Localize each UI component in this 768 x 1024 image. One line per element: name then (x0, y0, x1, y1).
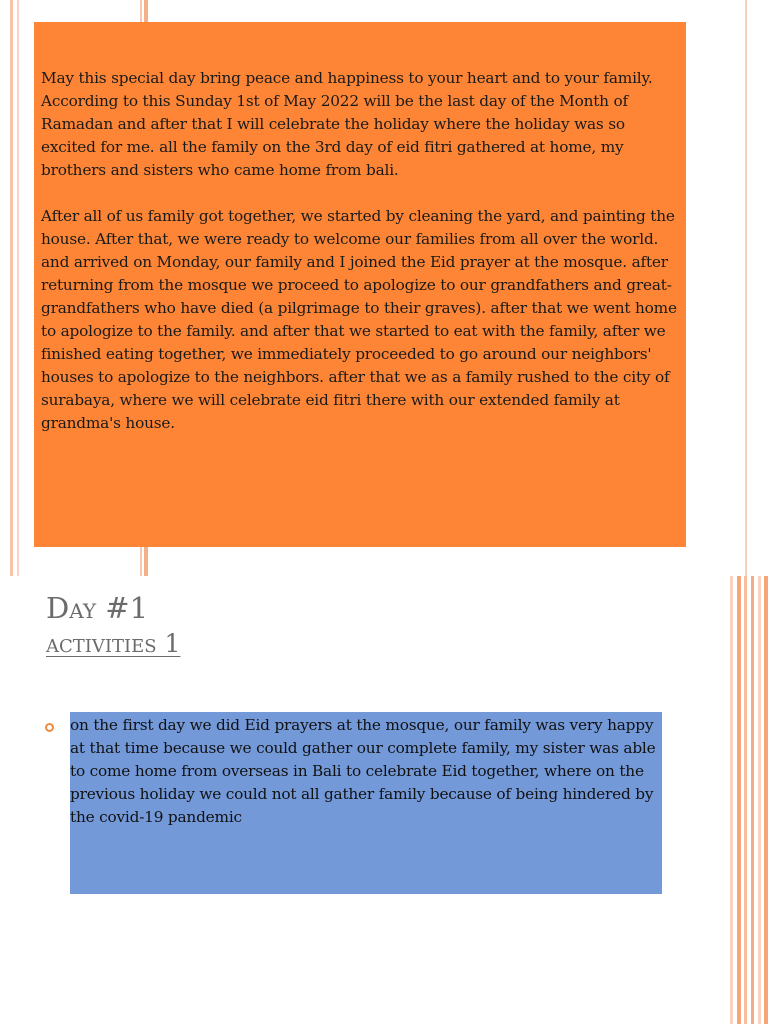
circle-bullet-icon (45, 723, 54, 732)
decorative-line (758, 576, 761, 1024)
decorative-line (730, 576, 733, 1024)
orange-text-box (34, 22, 686, 547)
slide-2 (0, 576, 768, 1024)
decorative-line (745, 0, 747, 576)
title-activities: activities 1 (46, 629, 181, 659)
decorative-line (751, 576, 754, 1024)
paragraph-2: After all of us family got together, we started by cleaning the yard, and painting the house. After that, we were ready to welcome our families from all over the world. and arrived on Monday, our family and I joined the Eid prayer at the mosque. after returning from the mosque we proceed to apologize to our grandfathers and great-grandfathers who have died (a pilgrimage to their graves). after that we went home to apologize to the family. and after that we started to eat with the family, after we finished eating together, we immediately proceeded to go around our neighbors' houses to apologize to the neighbors. after that we as a family rushed to the city of surabaya, where we will celebrate eid fitri there with our extended family at grandma's house. (41, 207, 677, 432)
decorative-line (17, 0, 19, 576)
decorative-line (737, 576, 741, 1024)
decorative-line (764, 576, 768, 1024)
decorative-line (744, 576, 747, 1024)
paragraph-1: May this special day bring peace and happiness to your heart and to your family. According to this Sunday 1st of May 2022 will be the last day of the Month of Ramadan and after that I will celebrate the holiday where the holiday was so excited for me. all the family on the 3rd day of eid fitri gathered at home, my brothers and sisters who came home from bali. (41, 69, 653, 179)
decorative-line (10, 0, 13, 576)
blue-text-box (70, 712, 662, 894)
slide-title (46, 590, 180, 660)
title-day: Day #1 (46, 591, 149, 625)
bullet-text: on the first day we did Eid prayers at the mosque, our family was very happy at that time because we could gather our complete family, my sister was able to come home from overseas in Bali to celebrate Eid together, where on the previous holiday we could not all gather family because of being hindered by the covid-19 pandemic (70, 716, 656, 826)
